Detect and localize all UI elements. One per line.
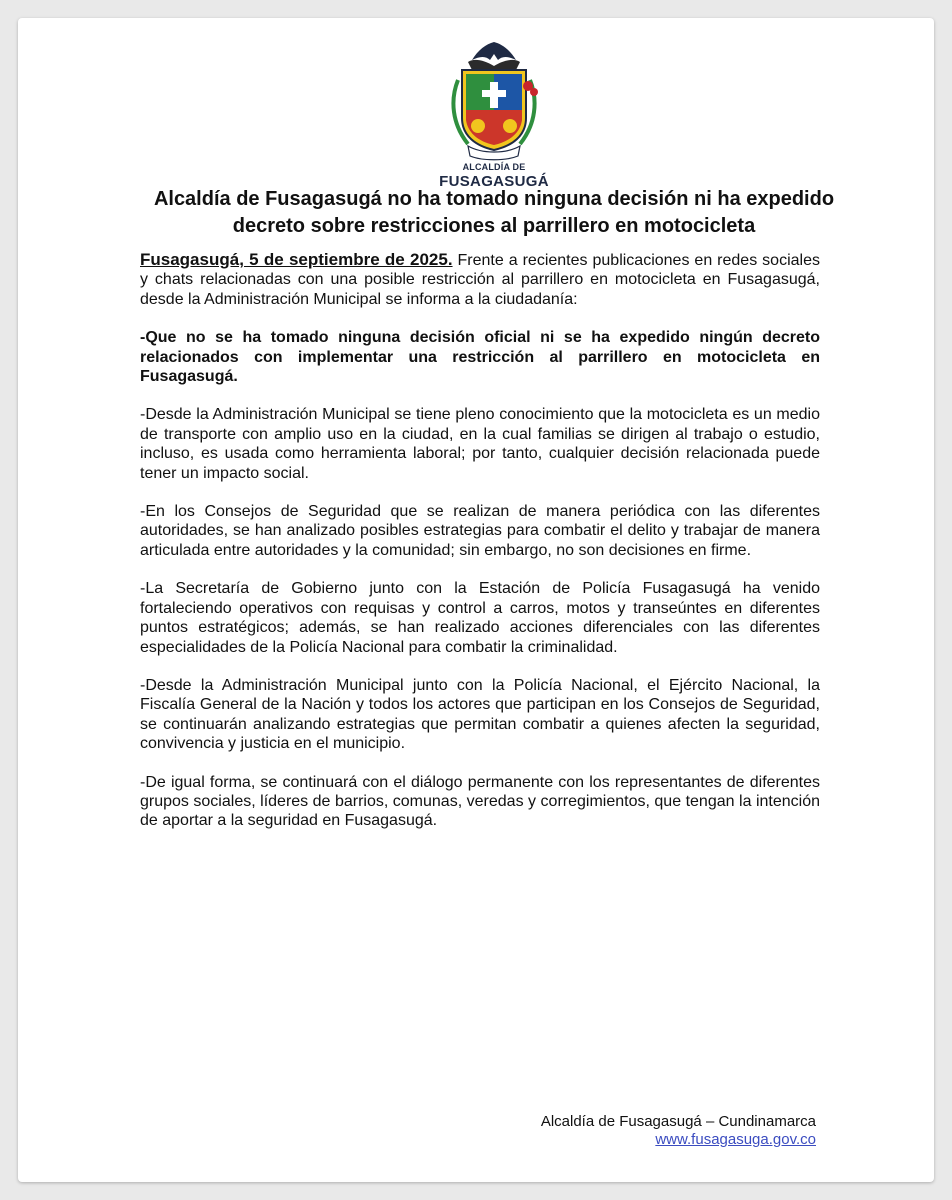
paragraph-joint-strategies: -Desde la Administración Municipal junto con la Policía Nacional, el Ejército Nacional, la Fiscalía General de la Nación y todos los actores que participan en los Consejos de Seguridad, se continuarán analizando estrategias que permitan combatir a quienes afecten la seguridad, convivencia y justicia en el municipio. (140, 676, 820, 753)
document-page (18, 18, 934, 1182)
press-release-title: Alcaldía de Fusagasugá no ha tomado ninguna decisión ni ha expedido decreto sobre restricciones al parrillero en motocicleta (153, 188, 835, 237)
municipal-coat-of-arms-logo (428, 40, 560, 190)
logo-caption-name: FUSAGASUGÁ (439, 173, 549, 190)
paragraph-dialogue: -De igual forma, se continuará con el diálogo permanente con los representantes de diferentes grupos sociales, líderes de barrios, comunas, veredas y corregimientos, que tengan la intención de aportar a la seguridad en Fusagasugá. (140, 773, 820, 830)
footer (541, 1113, 816, 1149)
intro-paragraph (140, 250, 820, 309)
dateline: Fusagasugá, 5 de septiembre de 2025. (140, 250, 453, 269)
footer-organization: Alcaldía de Fusagasugá – Cundinamarca (540, 1113, 816, 1130)
paragraph-no-decision: -Que no se ha tomado ninguna decisión oficial ni se ha expedido ningún decreto relacionados con implementar una restricción al parrillero en motocicleta en Fusagasugá. (140, 329, 820, 386)
footer-website-link[interactable]: www.fusagasuga.gov.co (655, 1131, 816, 1148)
intro-text: Frente a recientes publicaciones en redes sociales y chats relacionadas con una posible restricción al parrillero en motocicleta en Fusagasugá, desde la Administración Municipal se informa a la ciudadanía: (140, 252, 820, 308)
coat-of-arms-icon (428, 40, 560, 162)
press-release-body (140, 250, 820, 850)
logo-caption-top: ALCALDÍA DE (462, 162, 526, 172)
paragraph-security-councils: -En los Consejos de Seguridad que se realizan de manera periódica con las diferentes autoridades, se han analizado posibles estrategias para combatir el delito y trabajar de manera articulada entre autoridades y la comunidad; sin embargo, no son decisiones en firme. (140, 503, 820, 559)
paragraph-operations: -La Secretaría de Gobierno junto con la Estación de Policía Fusagasugá ha venido fortaleciendo operativos con requisas y control a carros, motos y transeúntes en diferentes puntos estratégicos; además, se han realizado acciones diferenciales con las diferentes especialidades de la Policía Nacional para combatir la criminalidad. (140, 580, 820, 656)
paragraph-transport: -Desde la Administración Municipal se tiene pleno conocimiento que la motocicleta es un medio de transporte con amplio uso en la ciudad, en la cual familias se dirigen al trabajo o estudio, incluso, es usada como herramienta laboral; por tanto, cualquier decisión relacionada puede tener un impacto social. (140, 406, 820, 482)
